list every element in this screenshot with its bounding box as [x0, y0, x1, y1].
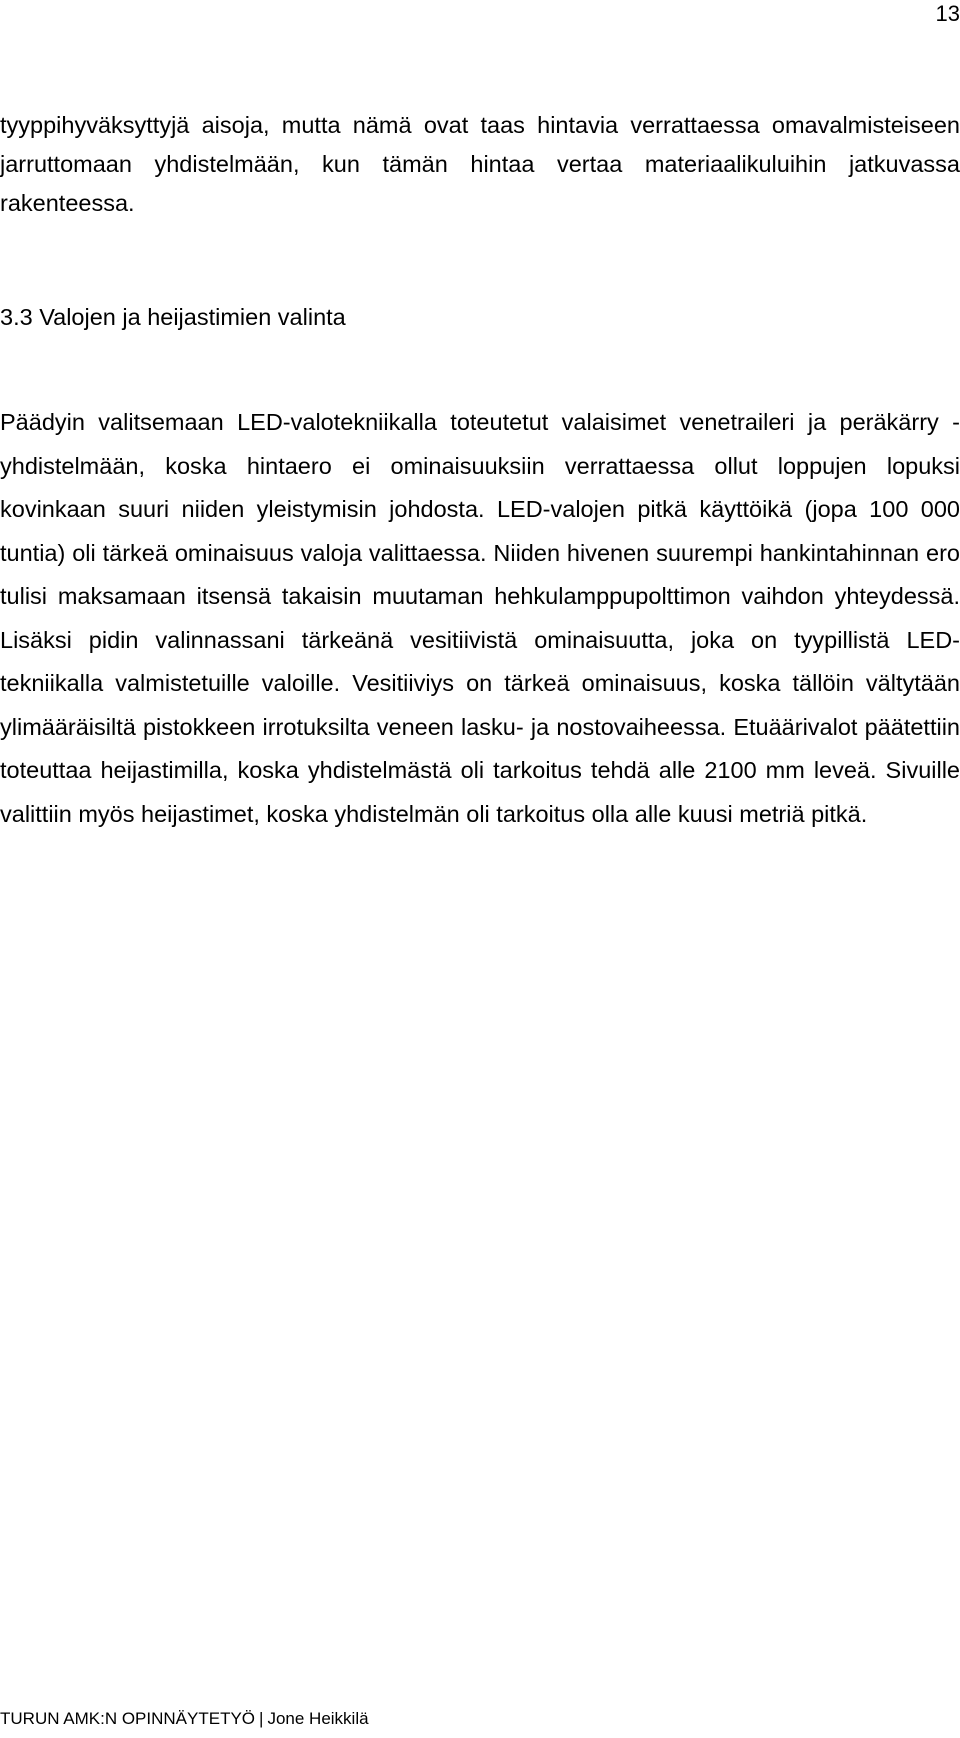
page-number: 13 — [935, 1, 960, 26]
footer-author: Jone Heikkilä — [267, 1709, 369, 1728]
footer-institution: TURUN AMK:N OPINNÄYTETYÖ — [0, 1709, 256, 1728]
footer-separator: | — [259, 1709, 264, 1728]
page-footer — [0, 1708, 369, 1730]
body-paragraph-1: tyyppihyväksyttyjä aisoja, mutta nämä ovat taas hintavia verrattaessa omavalmisteiseen jarruttomaan yhdistelmään, kun tämän hintaa vertaa materiaalikuluihin jatkuvassa rakenteessa. — [0, 112, 960, 216]
body-paragraph-2: Päädyin valitsemaan LED-valotekniikalla toteutetut valaisimet venetraileri ja peräkärry -yhdistelmään, koska hintaero ei ominaisuuksiin verrattaessa ollut loppujen lopuksi kovinkaan suuri niiden yleistymisin johdosta. LED-valojen pitkä käyttöikä (jopa 100 000 tuntia) oli tärkeä ominaisuus valoja valittaessa. Niiden hivenen suurempi hankintahinnan ero tulisi maksamaan itsensä takaisin muutaman hehkulamppupolttimon vaihdon yhteydessä. Lisäksi pidin valinnassani tärkeänä vesitiivistä ominaisuutta, joka on tyypillistä LED-tekniikalla valmistetuille valoille. Vesitiiviys on tärkeä ominaisuus, koska tällöin vältytään ylimääräisiltä pistokkeen irrotuksilta veneen lasku- ja nostovaiheessa. Etuäärivalot päätettiin toteuttaa heijastimilla, koska yhdistelmästä oli tarkoitus tehdä alle 2100 mm leveä. Sivuille valittiin myös heijastimet, koska yhdistelmän oli tarkoitus olla alle kuusi metriä pitkä. — [0, 409, 960, 827]
section-heading: 3.3 Valojen ja heijastimien valinta — [0, 304, 346, 330]
